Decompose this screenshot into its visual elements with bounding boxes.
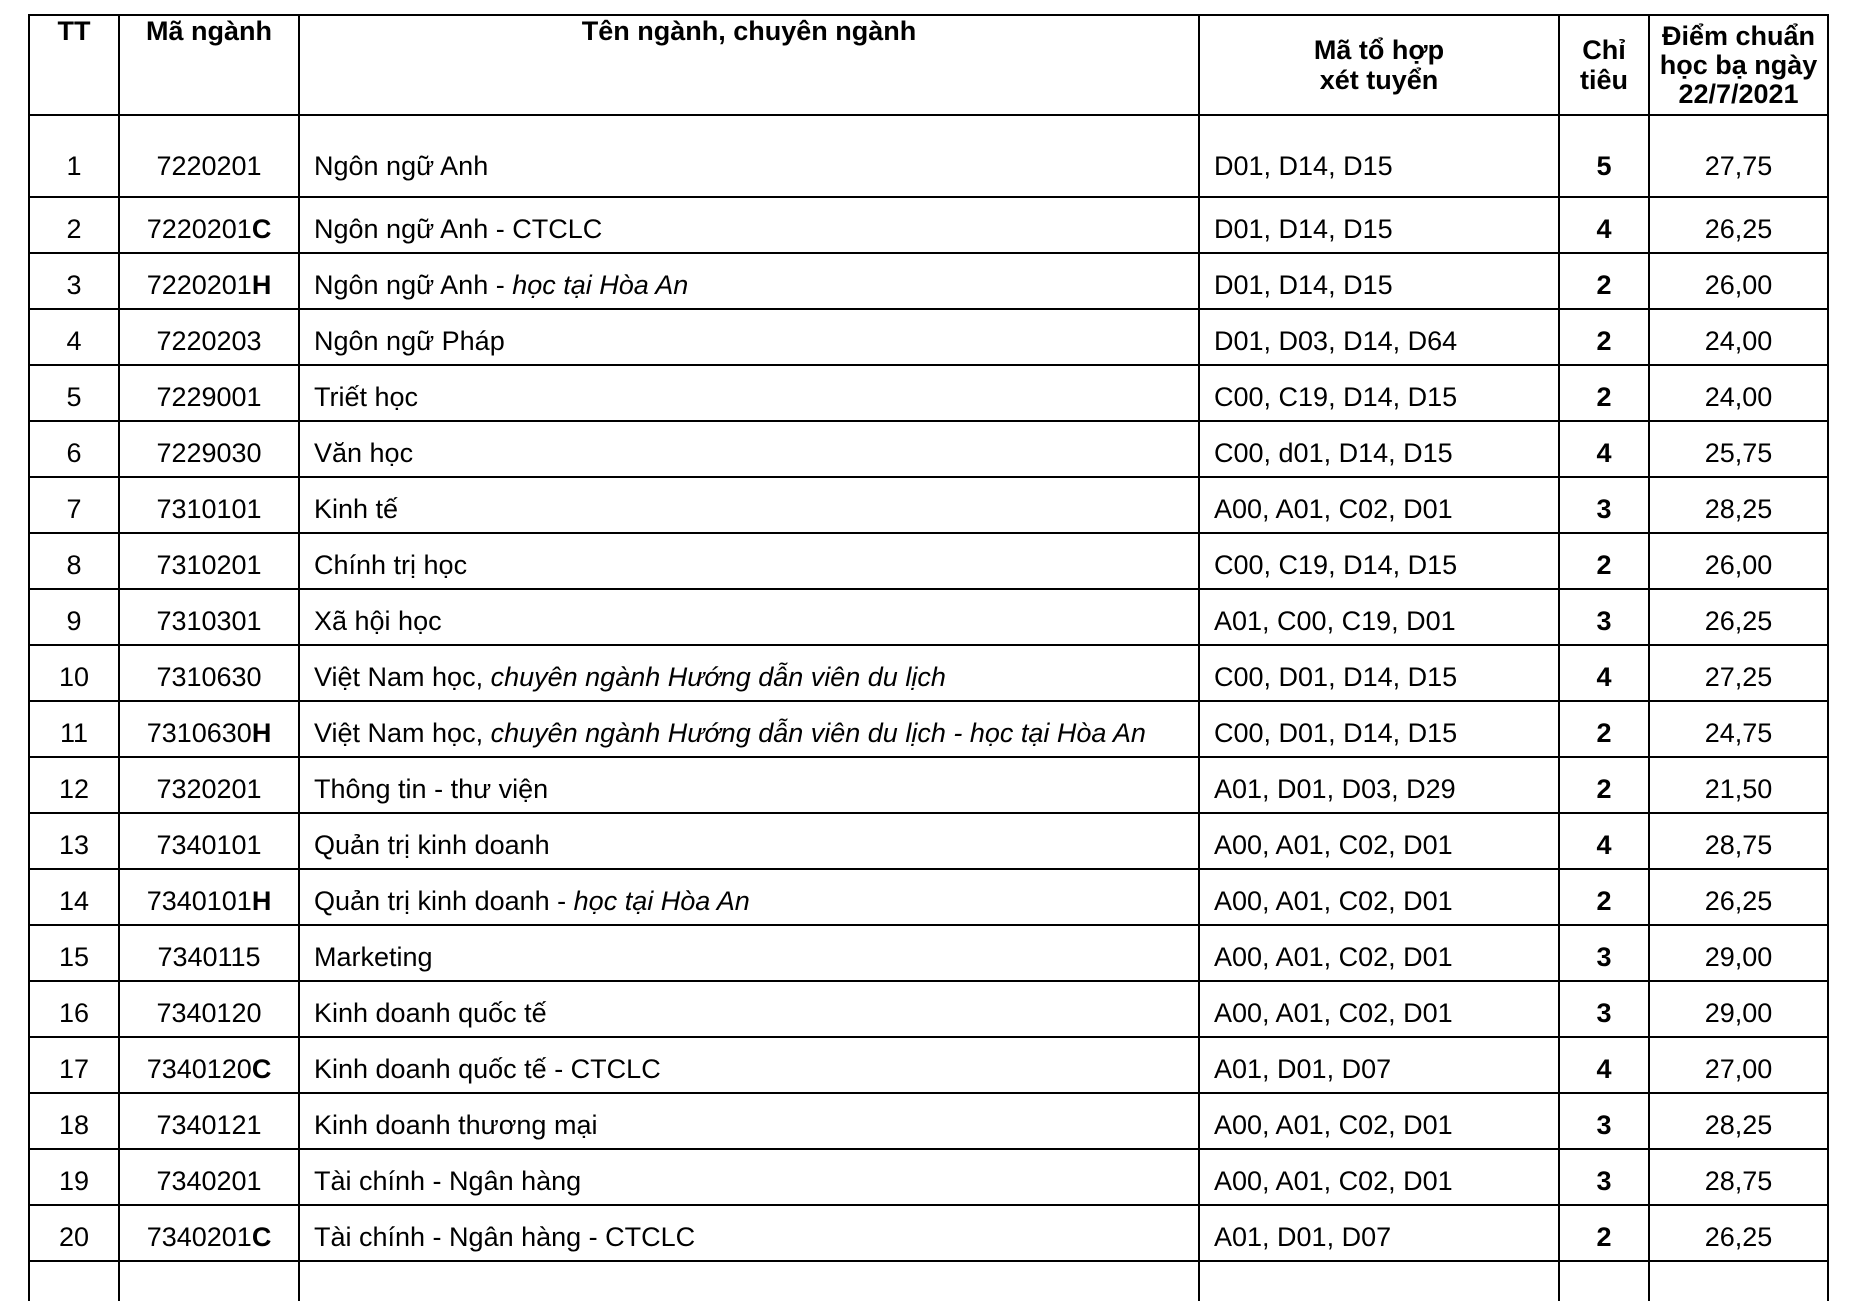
- table-row: [29, 589, 1828, 645]
- cell-major-name: Chính trị học: [299, 533, 1199, 589]
- cell-quota: 2: [1559, 757, 1649, 813]
- header-combination-code: Mã tổ hợp xét tuyển: [1199, 15, 1559, 115]
- cell-major-name: Văn học: [299, 421, 1199, 477]
- cell-major-name: Kinh doanh thương mại: [299, 1093, 1199, 1149]
- table-row: [29, 365, 1828, 421]
- cell-major-code: 7310630: [119, 645, 299, 701]
- cell-combinations: A00, A01, C02, D01: [1199, 869, 1559, 925]
- cell-quota: 3: [1559, 1093, 1649, 1149]
- cell-major-code: 7220203: [119, 309, 299, 365]
- cell-combinations: D01, D14, D15: [1199, 253, 1559, 309]
- header-quota: Chỉ tiêu: [1559, 15, 1649, 115]
- cell-benchmark-score: 28,75: [1649, 1149, 1828, 1205]
- empty-cell: [1649, 1261, 1828, 1301]
- empty-cell: [1559, 1261, 1649, 1301]
- empty-cell: [299, 1261, 1199, 1301]
- cell-benchmark-score: 29,00: [1649, 925, 1828, 981]
- code-suffix: H: [251, 886, 272, 916]
- cell-quota: 2: [1559, 533, 1649, 589]
- header-major-code: Mã ngành: [119, 15, 299, 115]
- cell-benchmark-score: 26,25: [1649, 1205, 1828, 1261]
- cell-benchmark-score: 28,75: [1649, 813, 1828, 869]
- cell-major-code: 7340101H: [119, 869, 299, 925]
- code-suffix: C: [251, 1222, 272, 1252]
- code-suffix: C: [251, 214, 272, 244]
- cell-major-code: 7340120C: [119, 1037, 299, 1093]
- cell-benchmark-score: 28,25: [1649, 1093, 1828, 1149]
- cell-combinations: D01, D14, D15: [1199, 115, 1559, 197]
- cell-major-name: Marketing: [299, 925, 1199, 981]
- header-row: [29, 15, 1828, 115]
- cell-tt: 2: [29, 197, 119, 253]
- cell-combinations: C00, D01, D14, D15: [1199, 701, 1559, 757]
- table-row: [29, 1093, 1828, 1149]
- cell-benchmark-score: 28,25: [1649, 477, 1828, 533]
- cell-major-code: 7310101: [119, 477, 299, 533]
- cell-major-name: Tài chính - Ngân hàng - CTCLC: [299, 1205, 1199, 1261]
- cell-benchmark-score: 26,00: [1649, 533, 1828, 589]
- cell-quota: 3: [1559, 589, 1649, 645]
- cell-quota: 2: [1559, 365, 1649, 421]
- cell-major-code: 7340115: [119, 925, 299, 981]
- cell-quota: 3: [1559, 925, 1649, 981]
- cell-tt: 4: [29, 309, 119, 365]
- cell-benchmark-score: 24,00: [1649, 309, 1828, 365]
- cell-major-code: 7340201: [119, 1149, 299, 1205]
- table-row: [29, 645, 1828, 701]
- cell-combinations: C00, C19, D14, D15: [1199, 533, 1559, 589]
- cell-major-code: 7340201C: [119, 1205, 299, 1261]
- cell-tt: 18: [29, 1093, 119, 1149]
- table-row: [29, 1205, 1828, 1261]
- cell-major-name: Tài chính - Ngân hàng: [299, 1149, 1199, 1205]
- table-row: [29, 813, 1828, 869]
- cell-benchmark-score: 27,25: [1649, 645, 1828, 701]
- cell-tt: 17: [29, 1037, 119, 1093]
- table-row-partial: [29, 1261, 1828, 1301]
- table-row: [29, 1037, 1828, 1093]
- cell-benchmark-score: 24,75: [1649, 701, 1828, 757]
- cell-tt: 8: [29, 533, 119, 589]
- cell-major-code: 7229001: [119, 365, 299, 421]
- cell-quota: 2: [1559, 253, 1649, 309]
- cell-major-name: Ngôn ngữ Anh - học tại Hòa An: [299, 253, 1199, 309]
- table-row: [29, 421, 1828, 477]
- cell-quota: 3: [1559, 981, 1649, 1037]
- code-suffix: C: [251, 1054, 272, 1084]
- cell-benchmark-score: 27,75: [1649, 115, 1828, 197]
- name-italic-part: chuyên ngành Hướng dẫn viên du lịch - học tại Hòa An: [490, 718, 1146, 748]
- cell-tt: 15: [29, 925, 119, 981]
- table-row: [29, 757, 1828, 813]
- cell-tt: 19: [29, 1149, 119, 1205]
- name-italic-part: chuyên ngành Hướng dẫn viên du lịch: [490, 662, 946, 692]
- cell-tt: 14: [29, 869, 119, 925]
- table-row: [29, 197, 1828, 253]
- cell-major-name: Quản trị kinh doanh: [299, 813, 1199, 869]
- cell-major-name: Xã hội học: [299, 589, 1199, 645]
- cell-combinations: A00, A01, C02, D01: [1199, 477, 1559, 533]
- table-row: [29, 1149, 1828, 1205]
- table-row: [29, 115, 1828, 197]
- cell-benchmark-score: 26,00: [1649, 253, 1828, 309]
- table-row: [29, 869, 1828, 925]
- cell-quota: 4: [1559, 197, 1649, 253]
- cell-quota: 5: [1559, 115, 1649, 197]
- cell-tt: 13: [29, 813, 119, 869]
- cell-tt: 6: [29, 421, 119, 477]
- empty-cell: [119, 1261, 299, 1301]
- cell-major-name: Kinh doanh quốc tế: [299, 981, 1199, 1037]
- cell-tt: 12: [29, 757, 119, 813]
- cell-combinations: A00, A01, C02, D01: [1199, 925, 1559, 981]
- cell-tt: 5: [29, 365, 119, 421]
- cell-quota: 2: [1559, 869, 1649, 925]
- cell-major-code: 7340121: [119, 1093, 299, 1149]
- cell-tt: 10: [29, 645, 119, 701]
- cell-combinations: C00, C19, D14, D15: [1199, 365, 1559, 421]
- table-body: [29, 115, 1828, 1301]
- table-row: [29, 253, 1828, 309]
- cell-major-code: 7220201C: [119, 197, 299, 253]
- cell-combinations: A01, D01, D07: [1199, 1037, 1559, 1093]
- cell-major-name: Việt Nam học, chuyên ngành Hướng dẫn viên du lịch - học tại Hòa An: [299, 701, 1199, 757]
- cell-major-name: Thông tin - thư viện: [299, 757, 1199, 813]
- cell-benchmark-score: 29,00: [1649, 981, 1828, 1037]
- cell-tt: 16: [29, 981, 119, 1037]
- cell-major-code: 7320201: [119, 757, 299, 813]
- cell-combinations: A01, D01, D07: [1199, 1205, 1559, 1261]
- cell-quota: 3: [1559, 1149, 1649, 1205]
- cell-major-name: Triết học: [299, 365, 1199, 421]
- header-benchmark-score: Điểm chuẩn học bạ ngày 22/7/2021: [1649, 15, 1828, 115]
- cell-tt: 11: [29, 701, 119, 757]
- cell-tt: 9: [29, 589, 119, 645]
- cell-quota: 2: [1559, 701, 1649, 757]
- cell-major-name: Quản trị kinh doanh - học tại Hòa An: [299, 869, 1199, 925]
- cell-combinations: D01, D14, D15: [1199, 197, 1559, 253]
- cell-quota: 2: [1559, 309, 1649, 365]
- cell-combinations: A00, A01, C02, D01: [1199, 1149, 1559, 1205]
- cell-major-code: 7340120: [119, 981, 299, 1037]
- cell-combinations: A00, A01, C02, D01: [1199, 1093, 1559, 1149]
- cell-tt: 20: [29, 1205, 119, 1261]
- table-row: [29, 477, 1828, 533]
- cell-quota: 4: [1559, 1037, 1649, 1093]
- cell-combinations: D01, D03, D14, D64: [1199, 309, 1559, 365]
- cell-major-name: Kinh tế: [299, 477, 1199, 533]
- cell-benchmark-score: 26,25: [1649, 869, 1828, 925]
- empty-cell: [29, 1261, 119, 1301]
- cell-benchmark-score: 21,50: [1649, 757, 1828, 813]
- table-row: [29, 701, 1828, 757]
- cell-benchmark-score: 26,25: [1649, 589, 1828, 645]
- admission-score-table: [28, 14, 1829, 1301]
- cell-tt: 3: [29, 253, 119, 309]
- cell-combinations: A01, D01, D03, D29: [1199, 757, 1559, 813]
- cell-quota: 3: [1559, 477, 1649, 533]
- header-major-name: Tên ngành, chuyên ngành: [299, 15, 1199, 115]
- code-suffix: H: [251, 270, 272, 300]
- cell-major-code: 7220201H: [119, 253, 299, 309]
- cell-major-name: Kinh doanh quốc tế - CTCLC: [299, 1037, 1199, 1093]
- cell-benchmark-score: 26,25: [1649, 197, 1828, 253]
- cell-benchmark-score: 25,75: [1649, 421, 1828, 477]
- cell-combinations: C00, d01, D14, D15: [1199, 421, 1559, 477]
- cell-major-name: Ngôn ngữ Pháp: [299, 309, 1199, 365]
- cell-combinations: A00, A01, C02, D01: [1199, 981, 1559, 1037]
- cell-major-code: 7310630H: [119, 701, 299, 757]
- cell-major-name: Việt Nam học, chuyên ngành Hướng dẫn viên du lịch: [299, 645, 1199, 701]
- cell-major-code: 7310201: [119, 533, 299, 589]
- cell-quota: 4: [1559, 813, 1649, 869]
- cell-benchmark-score: 24,00: [1649, 365, 1828, 421]
- cell-major-code: 7340101: [119, 813, 299, 869]
- table-row: [29, 533, 1828, 589]
- cell-combinations: A01, C00, C19, D01: [1199, 589, 1559, 645]
- cell-quota: 2: [1559, 1205, 1649, 1261]
- cell-quota: 4: [1559, 421, 1649, 477]
- name-italic-part: học tại Hòa An: [512, 270, 689, 300]
- cell-benchmark-score: 27,00: [1649, 1037, 1828, 1093]
- empty-cell: [1199, 1261, 1559, 1301]
- cell-tt: 1: [29, 115, 119, 197]
- cell-major-name: Ngôn ngữ Anh: [299, 115, 1199, 197]
- table-row: [29, 309, 1828, 365]
- name-italic-part: học tại Hòa An: [573, 886, 750, 916]
- cell-major-name: Ngôn ngữ Anh - CTCLC: [299, 197, 1199, 253]
- header-tt: TT: [29, 15, 119, 115]
- cell-major-code: 7229030: [119, 421, 299, 477]
- cell-combinations: A00, A01, C02, D01: [1199, 813, 1559, 869]
- cell-combinations: C00, D01, D14, D15: [1199, 645, 1559, 701]
- cell-major-code: 7220201: [119, 115, 299, 197]
- table-row: [29, 981, 1828, 1037]
- code-suffix: H: [251, 718, 272, 748]
- table-row: [29, 925, 1828, 981]
- cell-quota: 4: [1559, 645, 1649, 701]
- cell-major-code: 7310301: [119, 589, 299, 645]
- cell-tt: 7: [29, 477, 119, 533]
